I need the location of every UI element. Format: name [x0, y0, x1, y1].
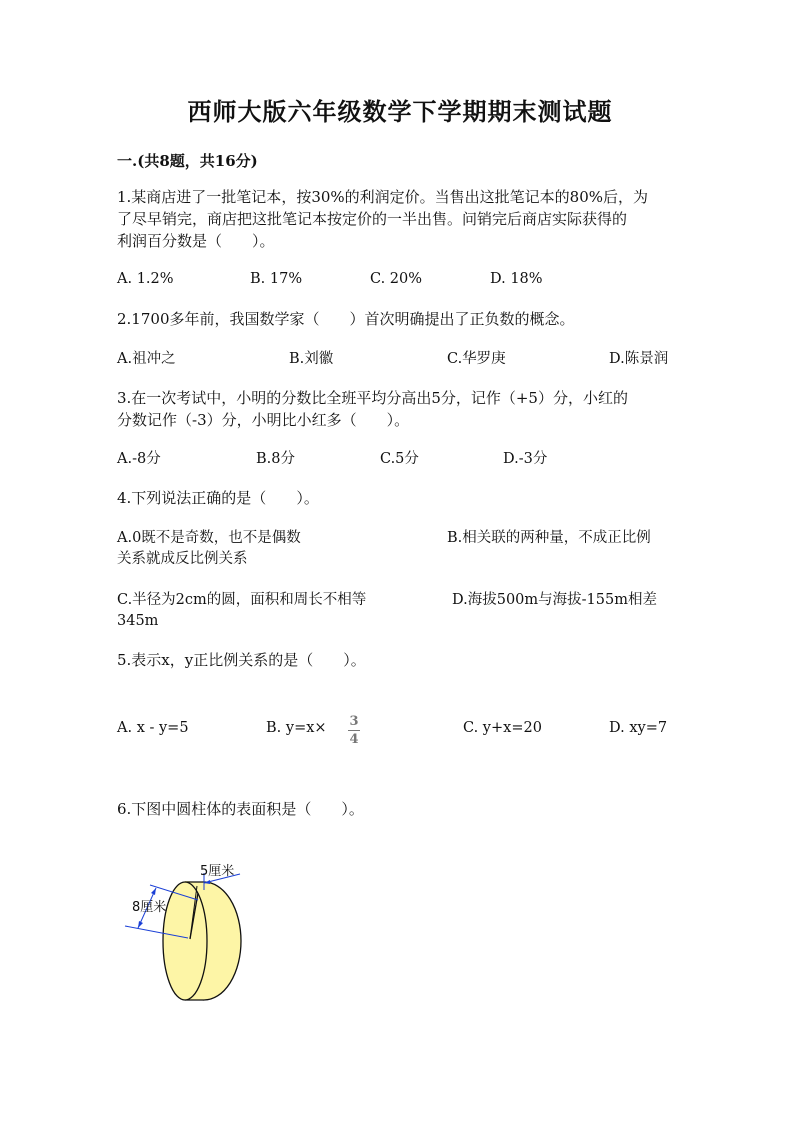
q4-option-d: D.海拔500m与海拔-155m相差	[452, 592, 657, 608]
section-heading: 一.(共8题，共16分)	[117, 152, 258, 170]
q4-option-a: A.0既不是奇数，也不是偶数	[117, 530, 301, 546]
q4-option-b-continued: 关系就成反比例关系	[117, 551, 248, 567]
question-6: 6.下图中圆柱体的表面积是（ ）。	[117, 800, 364, 818]
q5-option-a: A. x - y=5	[117, 720, 189, 736]
fraction-denominator: 4	[349, 732, 359, 747]
question-2: 2.1700多年前，我国数学家（ ）首次明确提出了正负数的概念。	[117, 310, 575, 328]
q4-option-c: C.半径为2cm的圆，面积和周长不相等	[117, 592, 367, 608]
height-arrow-top	[151, 888, 156, 895]
radius-label: 5厘米	[200, 864, 235, 879]
question-3	[117, 387, 687, 431]
q2-option-d: D.陈景润	[609, 351, 669, 367]
fraction-three-quarters	[348, 714, 360, 747]
question-3-line-1: 3.在一次考试中，小明的分数比全班平均分高出5分，记作（+5）分，小红的	[117, 389, 628, 407]
q5-option-b: B. y=x×	[266, 720, 327, 736]
cylinder-front-face	[163, 882, 207, 1000]
q1-option-b: B. 17%	[250, 271, 303, 287]
q2-option-b: B.刘徽	[289, 351, 334, 367]
fraction-numerator: 3	[349, 714, 359, 729]
q3-option-a: A.-8分	[117, 451, 161, 467]
q3-option-b: B.8分	[256, 451, 295, 467]
height-arrow-bottom	[138, 921, 143, 928]
fraction-bar	[348, 730, 360, 731]
q3-option-c: C.5分	[380, 451, 419, 467]
question-3-line-2: 分数记作（-3）分，小明比小红多（ ）。	[117, 411, 410, 429]
height-label: 8厘米	[132, 900, 167, 915]
question-1-line-1: 1.某商店进了一批笔记本，按30%的利润定价。当售出这批笔记本的80%后，为	[117, 188, 648, 206]
cylinder-figure	[120, 858, 260, 1012]
question-1-line-2: 了尽早销完，商店把这批笔记本按定价的一半出售。问销完后商店实际获得的	[117, 210, 628, 228]
q4-option-d-continued: 345m	[117, 613, 159, 629]
question-4: 4.下列说法正确的是（ ）。	[117, 489, 319, 507]
page-title: 西师大版六年级数学下学期期末测试题	[187, 97, 613, 126]
question-1-line-3: 利润百分数是（ ）。	[117, 232, 275, 250]
q2-option-c: C.华罗庚	[447, 351, 506, 367]
q5-option-d: D. xy=7	[609, 720, 668, 736]
question-1	[117, 186, 687, 252]
q1-option-d: D. 18%	[490, 271, 543, 287]
q5-option-c: C. y+x=20	[463, 720, 542, 736]
q1-option-a: A. 1.2%	[117, 271, 174, 287]
q1-option-c: C. 20%	[370, 271, 423, 287]
question-5: 5.表示x，y正比例关系的是（ ）。	[117, 651, 366, 669]
q4-option-b: B.相关联的两种量，不成正比例	[447, 530, 651, 546]
cylinder-diagram	[120, 858, 260, 1008]
q3-option-d: D.-3分	[503, 451, 548, 467]
q2-option-a: A.祖冲之	[117, 351, 176, 367]
